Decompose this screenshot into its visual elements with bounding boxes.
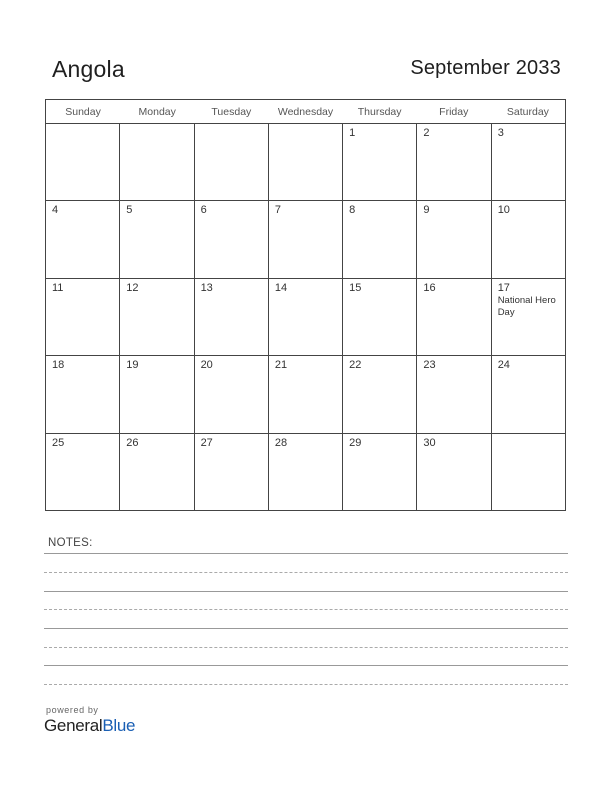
day-number: 23 [423,359,436,372]
day-cell [269,434,343,511]
day-cell [46,124,120,200]
week-row [46,279,565,356]
day-cell [343,201,417,277]
day-cell [120,124,194,200]
country-title: Angola [52,56,125,82]
day-number: 11 [52,281,64,294]
weekday-header: Tuesday [211,106,252,118]
day-number: 2 [423,127,430,139]
day-cell [492,201,565,277]
day-cell [120,356,194,432]
weekday-header-row [46,100,565,124]
day-cell [343,279,417,355]
day-cell [417,201,491,277]
generalblue-logo [44,716,135,736]
day-number: 1 [349,127,356,139]
note-line [44,647,568,648]
day-number: 21 [274,359,288,372]
note-line [44,684,568,685]
weekday-header: Monday [138,106,176,118]
day-number: 15 [349,281,362,294]
day-cell [492,356,565,432]
day-number: 16 [423,281,436,294]
day-number: 29 [349,436,362,449]
day-number: 10 [497,204,510,217]
note-line [44,572,568,573]
week-row [46,124,565,201]
day-cell [417,434,491,511]
note-line [44,553,568,554]
note-line [44,609,568,610]
note-line [44,628,568,629]
weekday-header: Saturday [506,106,549,118]
day-cell [343,124,417,200]
day-number: 22 [349,359,362,372]
day-cell [195,201,269,277]
day-number: 5 [126,204,133,217]
day-number: 6 [200,204,207,217]
week-row [46,356,565,433]
day-cell [195,356,269,432]
day-cell [46,434,120,511]
day-number: 24 [497,359,510,372]
day-cell [46,279,120,355]
day-number: 14 [274,281,288,294]
holiday-label: National Hero Day [497,294,556,318]
note-line [44,665,568,666]
day-number: 26 [126,436,139,449]
day-cell [269,201,343,277]
week-row [46,201,565,278]
day-number: 7 [274,204,281,217]
day-cell [120,201,194,277]
day-cell [195,279,269,355]
weeks-container [46,124,565,511]
day-cell [417,356,491,432]
day-number: 3 [497,127,504,139]
day-number: 4 [52,204,59,217]
day-number: 27 [200,436,213,449]
day-cell [120,434,194,511]
weekday-header: Wednesday [277,106,334,118]
calendar-grid [45,99,566,511]
day-number: 13 [200,281,213,294]
month-year-title: September 2033 [410,57,561,79]
day-cell [269,279,343,355]
day-number: 12 [126,281,139,294]
day-cell [492,124,565,200]
day-number: 19 [126,359,139,372]
day-number: 30 [423,436,436,449]
weekday-header: Sunday [65,106,101,118]
day-number: 8 [349,204,356,217]
weekday-header: Thursday [357,106,402,118]
day-cell [343,434,417,511]
day-cell [343,356,417,432]
day-cell [46,356,120,432]
day-cell [269,124,343,200]
note-line [44,591,568,592]
weekday-header: Friday [439,106,469,118]
day-cell [417,279,491,355]
day-number: 20 [200,359,213,372]
brand-general: General [44,716,103,735]
day-cell [195,124,269,200]
day-number: 25 [52,436,65,449]
powered-by-text: powered by [46,705,99,715]
day-cell [417,124,491,200]
day-number: 9 [423,204,430,217]
notes-label: NOTES: [48,537,93,549]
brand-blue: Blue [102,716,136,735]
day-cell [269,356,343,432]
day-cell [492,279,565,355]
day-cell [492,434,565,511]
week-row [46,434,565,511]
day-number: 18 [52,359,65,372]
day-number: 28 [274,436,288,449]
day-cell [120,279,194,355]
day-cell [46,201,120,277]
day-cell [195,434,269,511]
day-number: 17 [497,281,510,294]
